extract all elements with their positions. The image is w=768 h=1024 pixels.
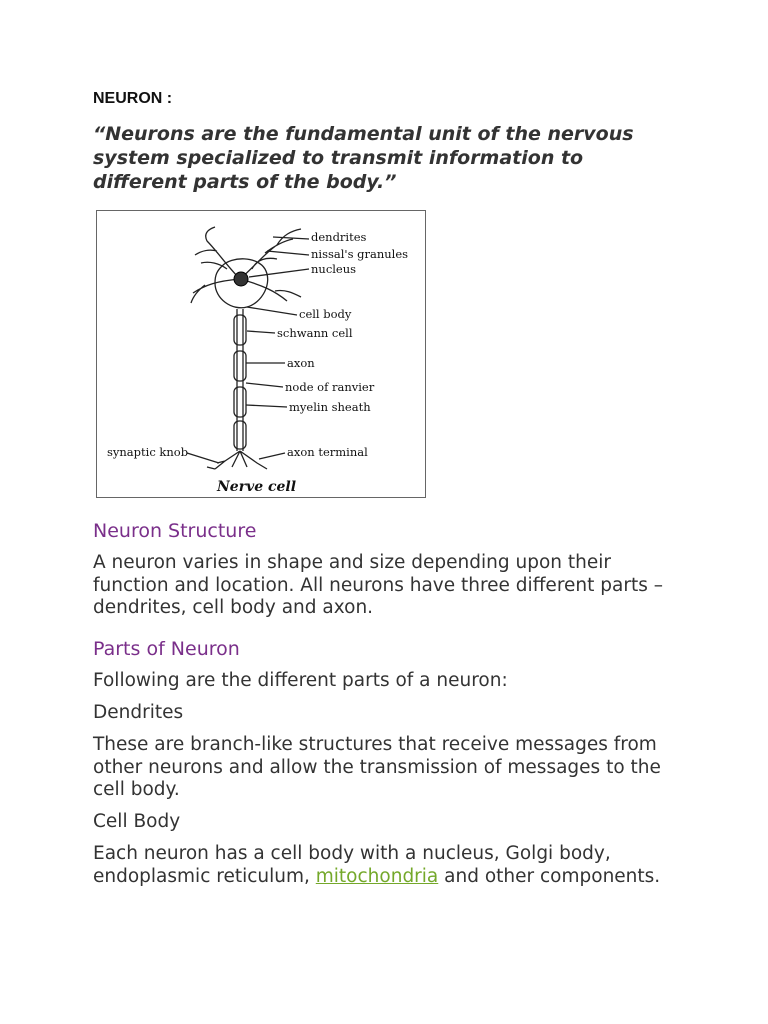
- parts-intro: Following are the different parts of a neuron:: [93, 670, 508, 691]
- section-neuron-structure: Neuron Structure: [93, 520, 257, 542]
- nerve-cell-figure: [96, 210, 426, 498]
- label-terminal: axon terminal: [287, 445, 368, 459]
- label-nissl: nissal's granules: [311, 247, 409, 261]
- dendrites-paragraph: These are branch-like structures that receive messages from other neurons and allow the transmission of messages to the cell body.: [93, 734, 661, 800]
- label-ranvier: node of ranvier: [285, 380, 375, 394]
- cell-body-text-end: and other components.: [438, 865, 661, 887]
- section-parts-of-neuron: Parts of Neuron: [93, 638, 240, 660]
- nerve-cell-diagram: [97, 211, 425, 497]
- cell-body-heading: Cell Body: [93, 811, 181, 832]
- label-nucleus: nucleus: [311, 262, 357, 276]
- structure-paragraph: A neuron varies in shape and size depending upon their function and location. All neurons have three different parts – dendrites, cell body and axon.: [93, 552, 663, 618]
- page-title: NEURON :: [93, 90, 173, 107]
- figure-caption: Nerve cell: [217, 479, 297, 495]
- label-cell-body: cell body: [299, 307, 352, 321]
- label-myelin: myelin sheath: [289, 400, 371, 414]
- dendrites-heading: Dendrites: [93, 702, 184, 723]
- label-synaptic: synaptic knob: [107, 445, 189, 459]
- label-dendrites: dendrites: [311, 230, 367, 244]
- cell-body-paragraph: [93, 843, 683, 888]
- definition-quote: “Neurons are the fundamental unit of the nervous system specialized to transmit information to different parts of the body.”: [93, 123, 634, 193]
- mitochondria-link[interactable]: mitochondria: [315, 865, 439, 887]
- nucleus-dot: [234, 272, 248, 286]
- cell-body-text-start: Each neuron has a cell body with a nucleus, Golgi body, endoplasmic reticulum,: [93, 843, 611, 887]
- label-schwann: schwann cell: [277, 326, 353, 340]
- label-axon: axon: [287, 356, 315, 370]
